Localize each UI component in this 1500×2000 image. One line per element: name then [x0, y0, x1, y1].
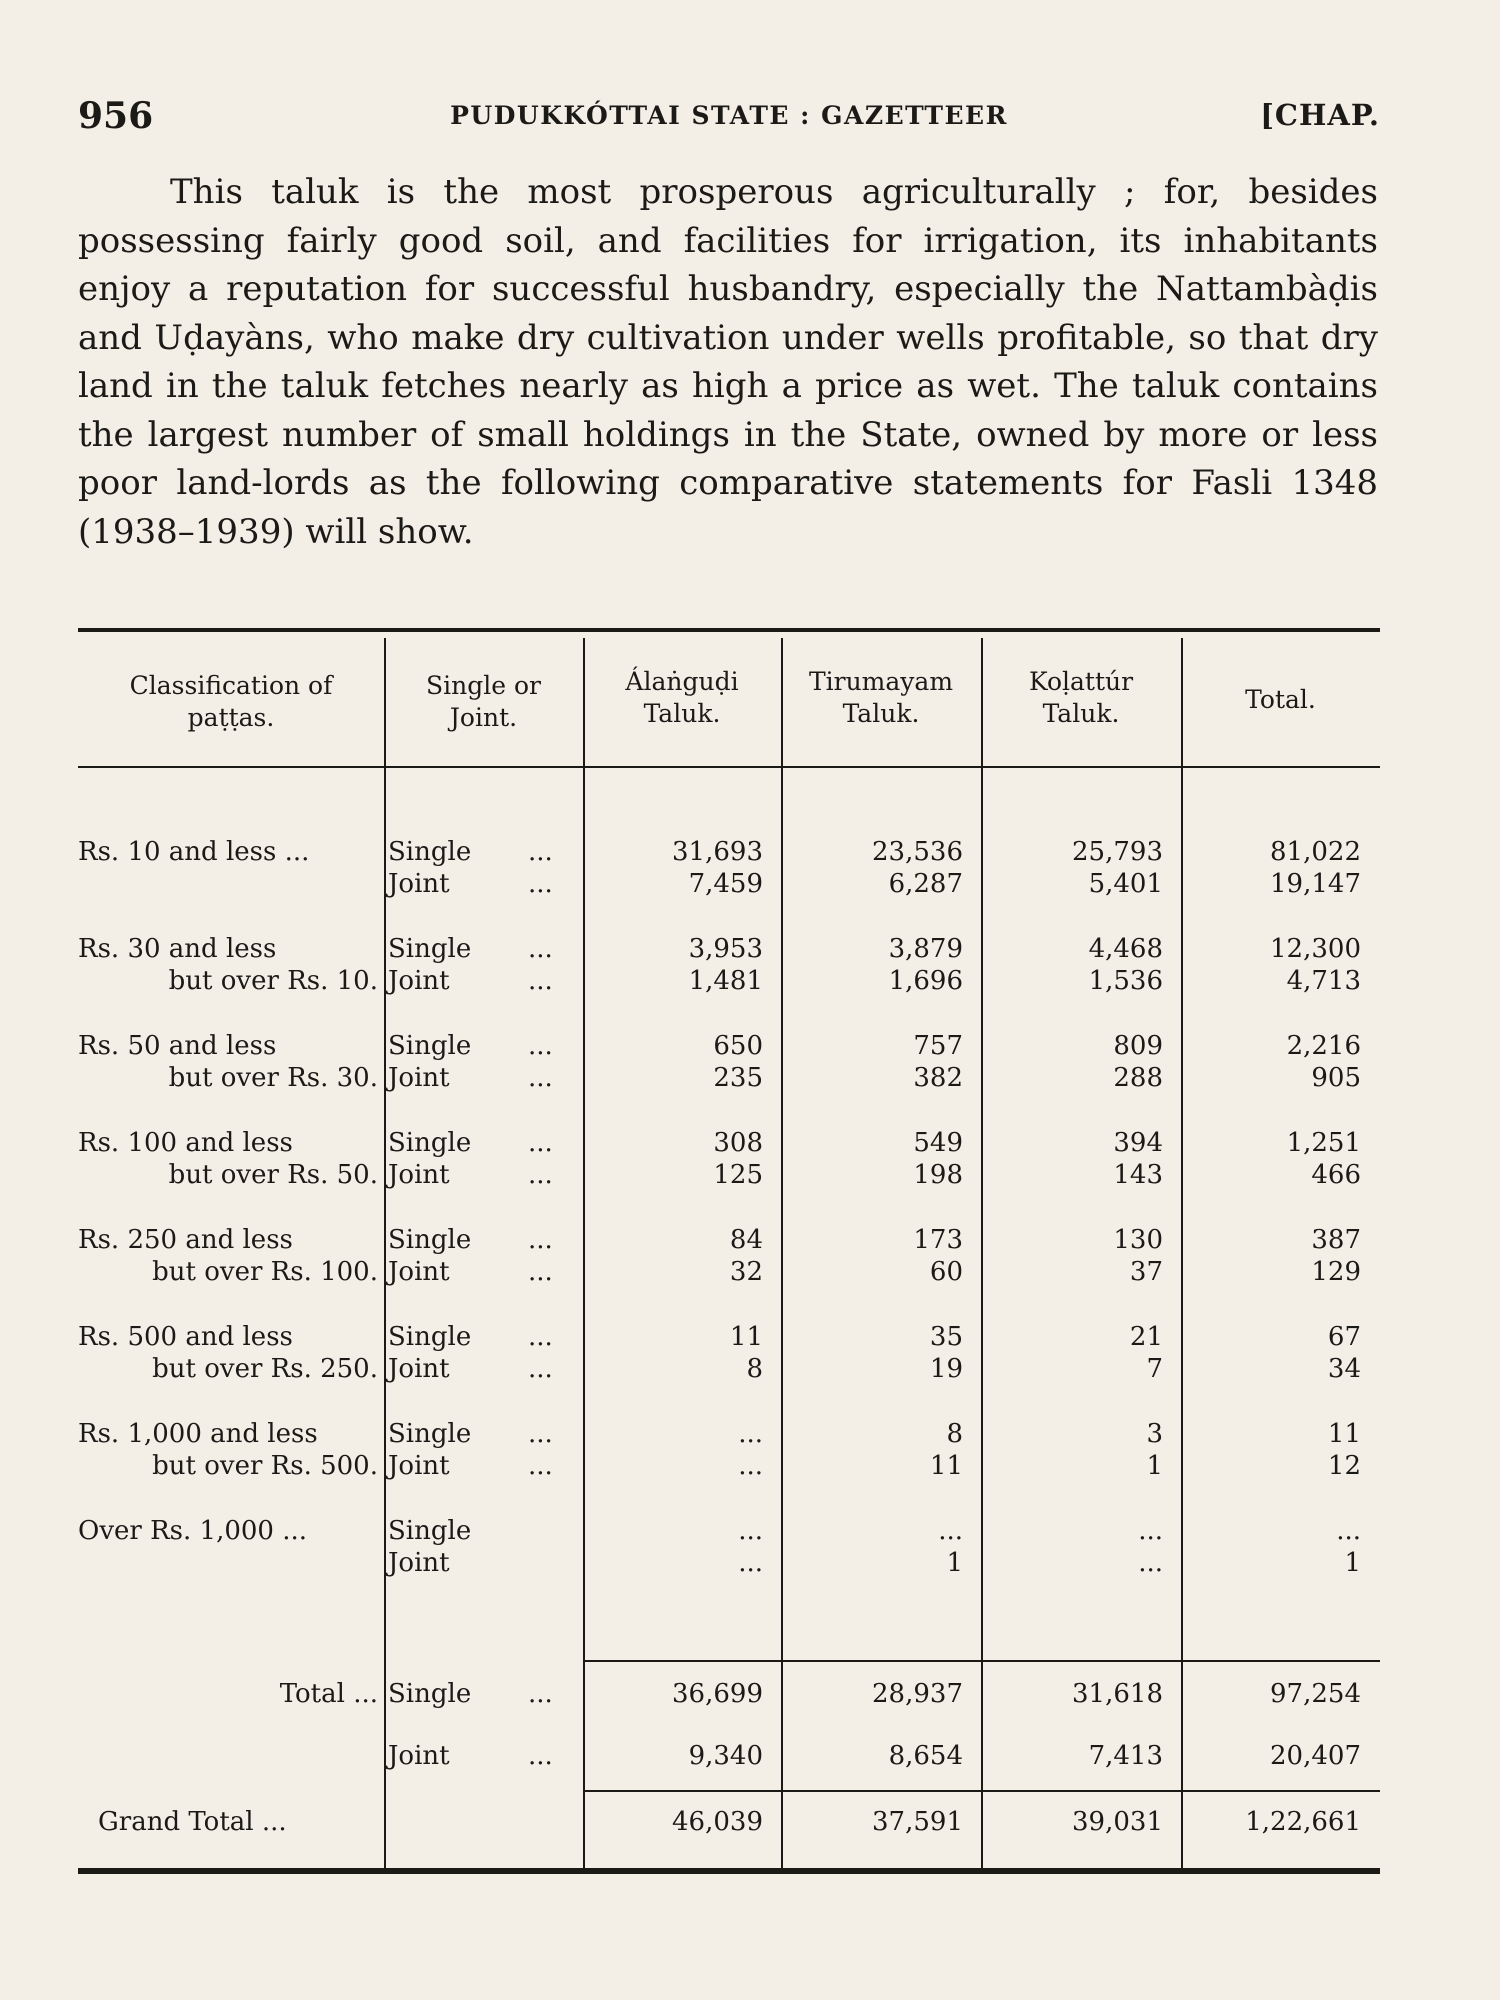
row-label-cont: but over Rs. 50.	[168, 1160, 378, 1190]
joint-row-total: 905	[1311, 1063, 1361, 1093]
joint-row-tirumayam: 19	[929, 1354, 963, 1384]
joint-row-kolattur: 1	[1146, 1451, 1163, 1481]
joint-row-tirumayam: 1,696	[888, 966, 963, 996]
total-single-row-alangudi: 36,699	[672, 1679, 763, 1709]
total-joint-row-alangudi: 9,340	[688, 1741, 763, 1771]
col-sep-1	[384, 638, 386, 1870]
total-single-row-tirumayam: 28,937	[872, 1679, 963, 1709]
single-row-total: 81,022	[1270, 837, 1361, 867]
single-row-type: Single	[388, 1516, 472, 1546]
single-row-dots: ...	[528, 1128, 553, 1158]
joint-row-type: Joint	[388, 1257, 450, 1287]
joint-row-dots: ...	[528, 1063, 553, 1093]
row-label-cont: but over Rs. 250.	[152, 1354, 378, 1384]
joint-row-type: Joint	[388, 1451, 450, 1481]
joint-row-total: 129	[1311, 1257, 1361, 1287]
joint-row-total: 1	[1344, 1548, 1361, 1578]
joint-row-tirumayam: 11	[929, 1451, 963, 1481]
total-joint-row-type: Joint	[388, 1741, 450, 1771]
total-single-row-dots: ...	[528, 1679, 553, 1709]
single-row-kolattur: ...	[1138, 1516, 1163, 1546]
single-row-type: Single	[388, 1031, 472, 1061]
single-row-kolattur: 25,793	[1072, 837, 1163, 867]
total-joint-row-total: 20,407	[1270, 1741, 1361, 1771]
page-number: 956	[78, 95, 154, 137]
col-header-classification: Classification of paṭṭas.	[129, 671, 333, 732]
joint-row-dots: ...	[528, 1160, 553, 1190]
joint-row-alangudi: 7,459	[688, 869, 763, 899]
joint-row-total: 4,713	[1286, 966, 1361, 996]
row-label-cont: but over Rs. 100.	[152, 1257, 378, 1287]
single-row-tirumayam: 549	[913, 1128, 963, 1158]
single-row-total: 2,216	[1286, 1031, 1361, 1061]
row-label: Rs. 500 and less	[78, 1322, 293, 1352]
joint-row-type: Joint	[388, 1160, 450, 1190]
single-row-alangudi: 84	[729, 1225, 763, 1255]
single-row-alangudi: 11	[729, 1322, 763, 1352]
single-row-type: Single	[388, 1225, 472, 1255]
row-label-cont: but over Rs. 10.	[168, 966, 378, 996]
joint-row-total: 12	[1327, 1451, 1361, 1481]
joint-row-kolattur: ...	[1138, 1548, 1163, 1578]
row-label: Rs. 30 and less	[78, 934, 277, 964]
single-row-alangudi: 308	[713, 1128, 763, 1158]
single-row-alangudi: 650	[713, 1031, 763, 1061]
single-row-kolattur: 809	[1113, 1031, 1163, 1061]
joint-row-dots: ...	[528, 1354, 553, 1384]
single-row-alangudi: ...	[738, 1419, 763, 1449]
chapter-marker: [CHAP.	[1260, 98, 1380, 132]
joint-row-dots: ...	[528, 966, 553, 996]
joint-row-tirumayam: 6,287	[888, 869, 963, 899]
single-row-tirumayam: 23,536	[872, 837, 963, 867]
total-joint-row-kolattur: 7,413	[1088, 1741, 1163, 1771]
col-header-single-joint: Single or Joint.	[426, 671, 541, 732]
row-label: Over Rs. 1,000 ...	[78, 1516, 308, 1546]
single-row-dots: ...	[528, 1225, 553, 1255]
joint-row-total: 466	[1311, 1160, 1361, 1190]
grand-total-alangudi: 46,039	[672, 1807, 763, 1837]
single-row-tirumayam: 35	[929, 1322, 963, 1352]
total-joint-row-dots: ...	[528, 1741, 553, 1771]
single-row-type: Single	[388, 934, 472, 964]
joint-row-tirumayam: 1	[946, 1548, 963, 1578]
single-row-type: Single	[388, 837, 472, 867]
single-row-tirumayam: 173	[913, 1225, 963, 1255]
joint-row-alangudi: 8	[746, 1354, 763, 1384]
joint-row-kolattur: 37	[1129, 1257, 1163, 1287]
joint-row-alangudi: 235	[713, 1063, 763, 1093]
joint-row-alangudi: 1,481	[688, 966, 763, 996]
single-row-dots: ...	[528, 1031, 553, 1061]
row-label: Rs. 1,000 and less	[78, 1419, 318, 1449]
joint-row-kolattur: 143	[1113, 1160, 1163, 1190]
total-single-row-type: Single	[388, 1679, 472, 1709]
single-row-type: Single	[388, 1128, 472, 1158]
joint-row-total: 34	[1327, 1354, 1361, 1384]
joint-row-dots: ...	[528, 1257, 553, 1287]
single-row-tirumayam: 8	[946, 1419, 963, 1449]
joint-row-type: Joint	[388, 1354, 450, 1384]
single-row-total: 12,300	[1270, 934, 1361, 964]
joint-row-dots: ...	[528, 1451, 553, 1481]
single-row-alangudi: ...	[738, 1516, 763, 1546]
total-single-row-total: 97,254	[1270, 1679, 1361, 1709]
row-label: Rs. 250 and less	[78, 1225, 293, 1255]
joint-row-alangudi: 125	[713, 1160, 763, 1190]
running-title: PUDUKKÓTTAI STATE : GAZETTEER	[450, 101, 1008, 130]
joint-row-kolattur: 1,536	[1088, 966, 1163, 996]
running-header	[78, 95, 1380, 135]
row-label-cont: but over Rs. 500.	[152, 1451, 378, 1481]
col-header-tirumayam: Tirumayam Taluk.	[808, 667, 954, 728]
single-row-dots: ...	[528, 1419, 553, 1449]
joint-row-tirumayam: 198	[913, 1160, 963, 1190]
row-label: Rs. 50 and less	[78, 1031, 277, 1061]
single-row-type: Single	[388, 1419, 472, 1449]
joint-row-type: Joint	[388, 869, 450, 899]
grand-total-total: 1,22,661	[1245, 1807, 1361, 1837]
single-row-total: 387	[1311, 1225, 1361, 1255]
joint-row-tirumayam: 382	[913, 1063, 963, 1093]
joint-row-alangudi: ...	[738, 1548, 763, 1578]
joint-row-type: Joint	[388, 1063, 450, 1093]
joint-row-kolattur: 5,401	[1088, 869, 1163, 899]
joint-row-total: 19,147	[1270, 869, 1361, 899]
single-row-kolattur: 3	[1146, 1419, 1163, 1449]
single-row-kolattur: 4,468	[1088, 934, 1163, 964]
single-row-total: 11	[1327, 1419, 1361, 1449]
pattas-table	[78, 628, 1380, 1878]
single-row-alangudi: 3,953	[688, 934, 763, 964]
joint-row-alangudi: 32	[729, 1257, 763, 1287]
row-label-cont: but over Rs. 30.	[168, 1063, 378, 1093]
joint-row-alangudi: ...	[738, 1451, 763, 1481]
table-top-rule	[78, 628, 1380, 632]
single-row-kolattur: 21	[1129, 1322, 1163, 1352]
joint-row-tirumayam: 60	[929, 1257, 963, 1287]
col-header-alangudi: Álaṅguḍi Taluk.	[625, 667, 739, 728]
body-paragraph: This taluk is the most prosperous agriculturally ; for, besides possessing fairly good soil, and facilities for irrigation, its inhabitants enjoy a reputation for successful husbandry, especially the Nattambàḍis and Uḍayàns, who make dry cultivation under wells profitable, so that dry land in the taluk fetches nearly as high a price as wet. The taluk contains the largest number of small holdings in the State, owned by more or less poor land-lords as the following comparative statements for Fasli 1348 (1938–1939) will show.	[78, 172, 1378, 552]
joint-row-dots: ...	[528, 869, 553, 899]
grand-total-kolattur: 39,031	[1072, 1807, 1163, 1837]
row-label: Rs. 100 and less	[78, 1128, 293, 1158]
single-row-dots: ...	[528, 837, 553, 867]
row-label: Rs. 10 and less ...	[78, 837, 310, 867]
joint-row-type: Joint	[388, 1548, 450, 1578]
joint-row-kolattur: 288	[1113, 1063, 1163, 1093]
single-row-total: ...	[1336, 1516, 1361, 1546]
single-row-total: 67	[1327, 1322, 1361, 1352]
single-row-tirumayam: 3,879	[888, 934, 963, 964]
single-row-dots: ...	[528, 934, 553, 964]
total-joint-row-tirumayam: 8,654	[888, 1741, 963, 1771]
single-row-alangudi: 31,693	[672, 837, 763, 867]
single-row-tirumayam: 757	[913, 1031, 963, 1061]
total-single-row-kolattur: 31,618	[1072, 1679, 1163, 1709]
col-header-total: Total.	[1245, 685, 1316, 714]
single-row-tirumayam: ...	[938, 1516, 963, 1546]
table-bottom-rule	[78, 1868, 1380, 1874]
grand-total-label: Grand Total ...	[98, 1807, 287, 1837]
single-row-type: Single	[388, 1322, 472, 1352]
total-label: Total ...	[279, 1679, 378, 1709]
single-row-kolattur: 394	[1113, 1128, 1163, 1158]
single-row-dots: ...	[528, 1322, 553, 1352]
joint-row-type: Joint	[388, 966, 450, 996]
single-row-total: 1,251	[1286, 1128, 1361, 1158]
single-row-kolattur: 130	[1113, 1225, 1163, 1255]
col-header-kolattur: Koḷattúr Taluk.	[1028, 667, 1134, 728]
grand-total-tirumayam: 37,591	[872, 1807, 963, 1837]
joint-row-kolattur: 7	[1146, 1354, 1163, 1384]
header-bottom-rule	[78, 766, 1380, 768]
